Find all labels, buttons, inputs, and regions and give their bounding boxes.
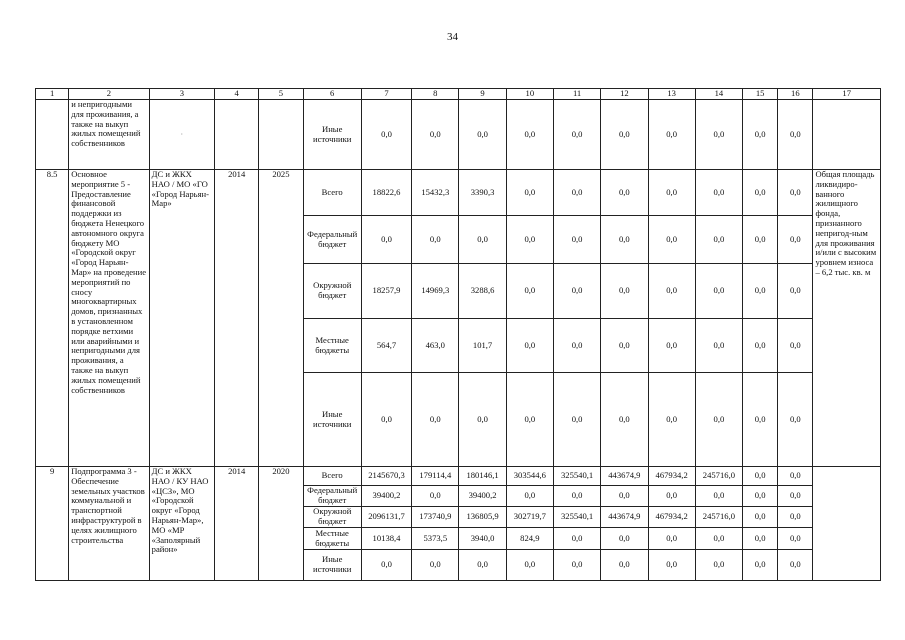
amount-cell: 180146,1 [459,467,506,486]
column-number: 9 [459,89,506,100]
column-number-row [36,89,881,100]
amount-cell: 0,0 [743,264,778,319]
amount-cell: 0,0 [361,373,411,467]
amount-cell: 0,0 [506,216,553,264]
column-number: 15 [743,89,778,100]
column-number: 12 [601,89,648,100]
amount-cell: 0,0 [412,373,459,467]
amount-cell: 0,0 [743,528,778,550]
amount-cell: 0,0 [648,528,695,550]
amount-cell: 0,0 [459,550,506,581]
expected-result: Общая площадь ликвидиро-ванного жилищного фонда, признанного непригод-ным для проживания и/или с высоким уровнем износа – 6,2 тыс. кв. м [813,170,881,467]
amount-cell: 0,0 [601,100,648,170]
funding-source-label: Всего [303,467,361,486]
amount-cell: 0,0 [778,507,813,528]
amount-cell: 18822,6 [361,170,411,216]
amount-cell: 0,0 [778,528,813,550]
amount-cell: 101,7 [459,319,506,373]
funding-source-label: Иные источники [303,100,361,170]
amount-cell: 0,0 [361,100,411,170]
amount-cell: 3940,0 [459,528,506,550]
column-number: 11 [553,89,600,100]
amount-cell: 0,0 [695,170,742,216]
amount-cell: 443674,9 [601,507,648,528]
amount-cell: 0,0 [601,528,648,550]
amount-cell: 10138,4 [361,528,411,550]
end-year: 2025 [259,170,303,467]
cont-name-cell: и непригодными для проживания, а также на выкуп жилых помещений собственников [69,100,149,170]
amount-cell: 325540,1 [553,467,600,486]
amount-cell: 0,0 [506,100,553,170]
cont-start-cell [215,100,259,170]
amount-cell: 0,0 [743,550,778,581]
amount-cell: 0,0 [506,486,553,507]
amount-cell: 0,0 [695,216,742,264]
funding-source-label: Федеральный бюджет [303,216,361,264]
executor: ДС и ЖКХ НАО / КУ НАО «ЦСЗ», МО «Городской округ «Город Нарьян-Мар», МО «МР «Заполярный район» [149,467,214,581]
amount-cell: 0,0 [648,373,695,467]
amount-cell: 0,0 [743,467,778,486]
column-number: 13 [648,89,695,100]
amount-cell: 3288,6 [459,264,506,319]
cont-dot: · [149,100,214,170]
amount-cell: 39400,2 [361,486,411,507]
amount-cell: 0,0 [648,216,695,264]
amount-cell: 0,0 [412,216,459,264]
expected-result [813,467,881,581]
amount-cell: 0,0 [778,467,813,486]
amount-cell: 0,0 [695,550,742,581]
amount-cell: 0,0 [601,170,648,216]
column-number: 16 [778,89,813,100]
amount-cell: 0,0 [506,264,553,319]
funding-source-label: Иные источники [303,550,361,581]
amount-cell: 0,0 [695,319,742,373]
amount-cell: 179114,4 [412,467,459,486]
cont-end-cell [259,100,303,170]
amount-cell: 0,0 [601,216,648,264]
funding-source-label: Иные источники [303,373,361,467]
amount-cell: 303544,6 [506,467,553,486]
amount-cell: 0,0 [778,486,813,507]
amount-cell: 0,0 [778,319,813,373]
amount-cell: 0,0 [743,507,778,528]
amount-cell: 0,0 [412,486,459,507]
amount-cell: 0,0 [459,373,506,467]
amount-cell: 0,0 [743,216,778,264]
amount-cell: 0,0 [361,550,411,581]
amount-cell: 0,0 [648,100,695,170]
table-row [36,467,881,486]
amount-cell: 0,0 [695,100,742,170]
start-year: 2014 [215,170,259,467]
amount-cell: 467934,2 [648,507,695,528]
amount-cell: 0,0 [601,550,648,581]
amount-cell: 325540,1 [553,507,600,528]
funding-source-label: Всего [303,170,361,216]
continuation-row [36,100,881,170]
amount-cell: 0,0 [553,264,600,319]
amount-cell: 2096131,7 [361,507,411,528]
end-year: 2020 [259,467,303,581]
amount-cell: 39400,2 [459,486,506,507]
amount-cell: 245716,0 [695,467,742,486]
funding-source-label: Местные бюджеты [303,319,361,373]
amount-cell: 0,0 [412,100,459,170]
amount-cell: 0,0 [506,373,553,467]
column-number: 10 [506,89,553,100]
amount-cell: 0,0 [601,319,648,373]
table-row [36,170,881,216]
amount-cell: 0,0 [778,170,813,216]
funding-source-label: Федеральный бюджет [303,486,361,507]
amount-cell: 0,0 [506,550,553,581]
executor: ДС и ЖКХ НАО / МО «ГО «Город Нарьян-Мар» [149,170,214,467]
amount-cell: 0,0 [648,319,695,373]
amount-cell: 0,0 [412,550,459,581]
amount-cell: 0,0 [778,550,813,581]
amount-cell: 0,0 [601,373,648,467]
amount-cell: 0,0 [553,170,600,216]
column-number: 3 [149,89,214,100]
amount-cell: 0,0 [553,528,600,550]
amount-cell: 0,0 [648,264,695,319]
amount-cell: 0,0 [361,216,411,264]
column-number: 17 [813,89,881,100]
amount-cell: 0,0 [553,550,600,581]
funding-source-label: Местные бюджеты [303,528,361,550]
row-number: 9 [36,467,69,581]
amount-cell: 0,0 [695,264,742,319]
amount-cell: 3390,3 [459,170,506,216]
amount-cell: 0,0 [695,373,742,467]
amount-cell: 15432,3 [412,170,459,216]
amount-cell: 824,9 [506,528,553,550]
amount-cell: 0,0 [553,100,600,170]
amount-cell: 0,0 [553,216,600,264]
amount-cell: 0,0 [648,550,695,581]
column-number: 1 [36,89,69,100]
amount-cell: 173740,9 [412,507,459,528]
column-number: 8 [412,89,459,100]
column-number: 5 [259,89,303,100]
page-number: 34 [447,31,458,43]
start-year: 2014 [215,467,259,581]
amount-cell: 0,0 [695,486,742,507]
amount-cell: 0,0 [695,528,742,550]
amount-cell: 0,0 [648,170,695,216]
cont-result-cell [813,100,881,170]
column-number: 6 [303,89,361,100]
amount-cell: 2145670,3 [361,467,411,486]
row-number: 8.5 [36,170,69,467]
column-number: 2 [69,89,149,100]
amount-cell: 467934,2 [648,467,695,486]
amount-cell: 302719,7 [506,507,553,528]
cont-no-cell [36,100,69,170]
amount-cell: 564,7 [361,319,411,373]
amount-cell: 0,0 [459,216,506,264]
program-table [35,88,881,581]
amount-cell: 0,0 [743,486,778,507]
amount-cell: 0,0 [743,100,778,170]
amount-cell: 0,0 [743,170,778,216]
column-number: 4 [215,89,259,100]
amount-cell: 0,0 [506,319,553,373]
amount-cell: 245716,0 [695,507,742,528]
amount-cell: 18257,9 [361,264,411,319]
column-number: 14 [695,89,742,100]
funding-source-label: Окружной бюджет [303,264,361,319]
amount-cell: 0,0 [601,264,648,319]
amount-cell: 0,0 [553,373,600,467]
amount-cell: 0,0 [778,100,813,170]
amount-cell: 5373,5 [412,528,459,550]
amount-cell: 0,0 [778,373,813,467]
amount-cell: 0,0 [778,264,813,319]
amount-cell: 463,0 [412,319,459,373]
amount-cell: 0,0 [778,216,813,264]
amount-cell: 443674,9 [601,467,648,486]
funding-source-label: Окружной бюджет [303,507,361,528]
amount-cell: 0,0 [743,373,778,467]
amount-cell: 0,0 [553,319,600,373]
amount-cell: 0,0 [601,486,648,507]
column-number: 7 [361,89,411,100]
amount-cell: 0,0 [648,486,695,507]
measure-name: Подпрограмма 3 - Обеспечение земельных участков коммунальной и транспортной инфраструктурой в целях жилищного строительства [69,467,149,581]
amount-cell: 136805,9 [459,507,506,528]
amount-cell: 0,0 [506,170,553,216]
amount-cell: 0,0 [553,486,600,507]
amount-cell: 0,0 [459,100,506,170]
measure-name: Основное мероприятие 5 - Предоставление финансовой поддержки из бюджета Ненецкого автономного округа бюджету МО «Городской округ «Город Нарьян-Мар» на проведение мероприятий по сносу многоквартирных домов, признанных в установленном порядке ветхими или аварийными и непригодными для проживания, а также на выкуп жилых помещений собственников [69,170,149,467]
amount-cell: 0,0 [743,319,778,373]
amount-cell: 14969,3 [412,264,459,319]
